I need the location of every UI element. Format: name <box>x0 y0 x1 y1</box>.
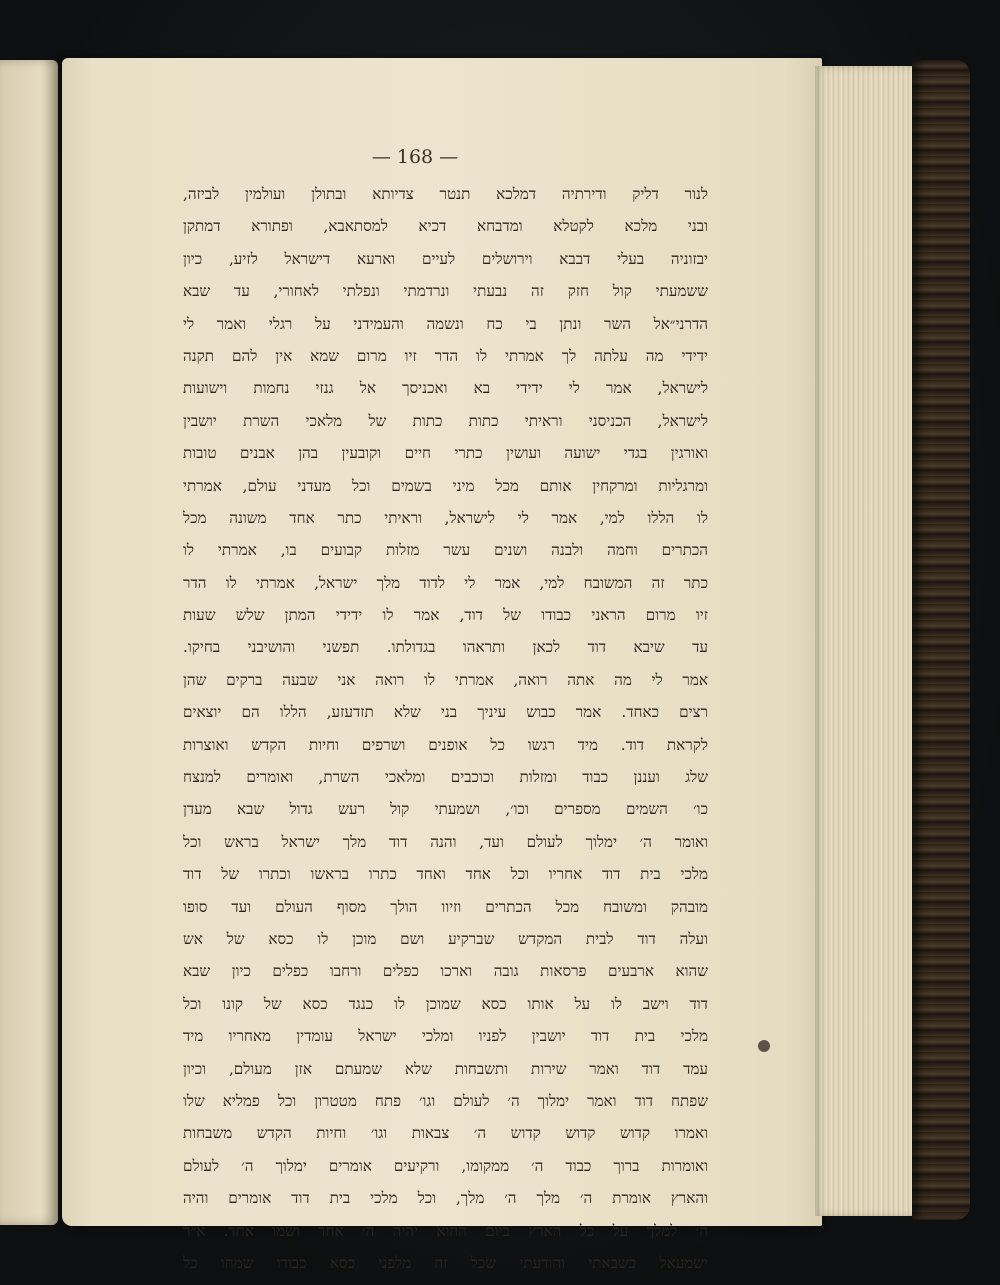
text-line: ישמעאל כשבאתי והודעתי שכל זה מלפני כסא כבודו שמחו כל <box>183 1253 708 1272</box>
text-line: ששמעתי קול חזק זה נבעתי ונרדמתי ונפלתי לאחורי, עד שבא <box>183 282 708 301</box>
text-line: ואמרו קדוש קדוש קדוש ה׳ צבאות וגו׳ וחיות הקדש משבחות <box>183 1124 708 1143</box>
text-line: זיו מרום הראני כבודו של דוד, אמר לו ידידי המתן שלש שעות <box>183 606 708 625</box>
text-line: כתר זה המשובח למי, אמר לי לדוד מלך ישראל, אמרתי לו הדר <box>183 573 708 592</box>
text-line: ואומרות ברוך כבוד ה׳ ממקומו, ורקיעים אומרים ימלוך ה׳ לעולם <box>183 1156 708 1175</box>
text-line: והארץ אומרת ה׳ מלך ה׳ מלך, וכל מלכי בית דוד אומרים והיה <box>183 1189 708 1208</box>
ink-spot <box>758 1040 770 1052</box>
text-line: הדרני״אל השר ונתן בי כח ונשמה והעמידני על רגלי ואמר לי <box>183 314 708 333</box>
text-line: עמד דוד ואמר שירות ותשבחות שלא שמעתם אזן מעולם, וכיון <box>183 1059 708 1078</box>
text-line: מלכי בית דוד אחריו וכל אחד ואחד כתרו בראשו וכתרו של דוד <box>183 865 708 884</box>
book-cover-spine <box>912 60 970 1220</box>
text-line: ואומר ה׳ ימלוך לעולם ועד, והנה דוד מלך ישראל בראש וכל <box>183 832 708 851</box>
text-line: לו הללו למי, אמר לי לישראל, וראיתי כתר אחד משונה מכל <box>183 508 708 527</box>
text-line: כו׳ השמים מספרים וכו׳, ושמעתי קול רעש גדול שבא מעדן <box>183 800 708 819</box>
text-line: ידידי מה עלתה לך אמרתי לו הדר זיו מרום שמא אין להם תקנה <box>183 346 708 365</box>
text-line: לנור דליק ודירתיה דמלכא תנטר צדיותא ובתולן ועולמין לביזה, <box>183 185 708 203</box>
text-line: ועלה דוד לבית המקדש שברקיע ושם מוכן לו כסא של אש <box>183 929 708 948</box>
text-line: עד שיבא דוד לכאן ותראהו בגדולתו. תפשני והושיבני בחיקו. <box>183 638 708 657</box>
text-line: שלג ועננן כבוד ומזלות וכוכבים ומלאכי השרת, ואומרים למנצח <box>183 768 708 787</box>
text-line: שפתח דוד ואמר ימלוך ה׳ לעולם וגו׳ פתח מטטרון וכל פמליא שלו <box>183 1091 708 1110</box>
text-line: לישראל, הכניסני וראיתי כתות כתות של מלאכי השרת יושבין <box>183 411 708 430</box>
text-line: דוד וישב לו על אותו כסא שמוכן לו כנגד כסא של קונו וכל <box>183 994 708 1013</box>
text-line: הכתרים וחמה ולבנה ושנים עשר מזלות קבועים בו, אמרתי לו <box>183 541 708 560</box>
text-line: ומרגליות ומרקחין אותם מכל מיני בשמים וכל מעדני עולם, אמרתי <box>183 476 708 495</box>
text-line: אמר לי מה אתה רואה, אמרתי לו רואה אני שבעה ברקים שהן <box>183 670 708 689</box>
text-line: מובהק ומשובח מכל הכתרים וזיוו הולך מסוף העולם ועד סופו <box>183 897 708 916</box>
text-line: ה׳ למלך על כל הארץ ביום ההוא יהיה ה׳ אחד ושמו אחד. א״ר <box>183 1221 708 1240</box>
text-line: יבזוניה בעלי דבבא וירושלים לעיים וארעא דישראל לזיע, כיון <box>183 249 708 268</box>
text-line: לקראת דוד. מיד רגשו כל אופנים ושרפים וחיות הקדש ואוצרות <box>183 735 708 754</box>
page-block-edge <box>815 66 915 1216</box>
page-number: — 168 — <box>371 146 459 168</box>
text-line: ואורגין בגדי ישועה ועושין כתרי חיים וקובעין בהן אבנים טובות <box>183 444 708 463</box>
text-line: רצים כאחד. אמר כבוש עיניך בני שלא תזדעזע, הללו הם יוצאים <box>183 703 708 722</box>
left-page-edge <box>0 60 58 1225</box>
text-line: ובני מלכא לקטלא ומדבחא דכיא למסתאבא, ופתורא דמתקן <box>183 217 708 236</box>
text-line: לישראל, אמר לי ידידי בא ואכניסך אל גנזי נחמות וישועות <box>183 379 708 398</box>
text-line: שהוא ארבעים פרסאות גובה וארכו כפלים ורחבו כפלים כיון שבא <box>183 962 708 981</box>
text-line: מלכי בית דוד יושבין לפניו ומלכי ישראל עומדין מאחריו מיד <box>183 1027 708 1046</box>
body-text <box>183 178 708 1279</box>
